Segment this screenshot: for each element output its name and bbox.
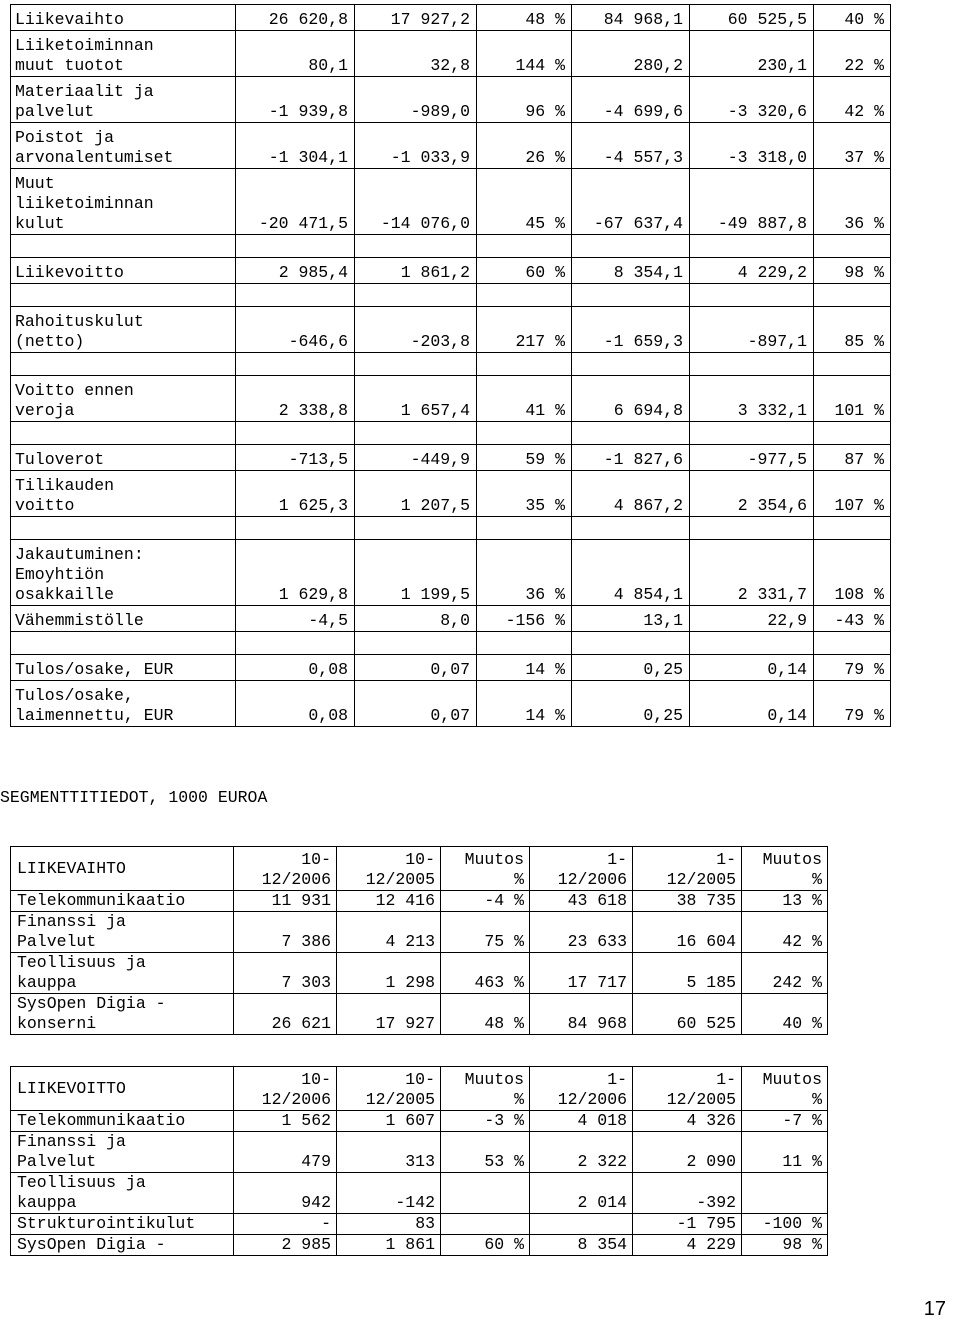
- cell-value: 0,08: [236, 681, 355, 727]
- cell-value: 8 354,1: [572, 258, 690, 284]
- cell-value: 53 %: [441, 1132, 530, 1173]
- cell-value: 2 985,4: [236, 258, 355, 284]
- cell-value: [814, 284, 891, 307]
- cell-value: 5 185: [633, 953, 742, 994]
- cell-value: 2 090: [633, 1132, 742, 1173]
- row-label: Telekommunikaatio: [11, 891, 234, 912]
- cell-value: [690, 517, 814, 540]
- cell-value: [236, 632, 355, 655]
- column-header: 10- 12/2006: [234, 1067, 337, 1111]
- cell-value: [814, 422, 891, 445]
- cell-value: 87 %: [814, 445, 891, 471]
- cell-value: 48 %: [441, 994, 530, 1035]
- row-label: Liiketoiminnan muut tuotot: [11, 31, 236, 77]
- cell-value: [236, 517, 355, 540]
- cell-value: [477, 517, 572, 540]
- cell-value: -67 637,4: [572, 169, 690, 235]
- table-row: [11, 953, 828, 994]
- cell-value: [572, 235, 690, 258]
- cell-value: 4 229,2: [690, 258, 814, 284]
- cell-value: 17 717: [530, 953, 633, 994]
- row-label: Finanssi ja Palvelut: [11, 1132, 234, 1173]
- cell-value: -156 %: [477, 606, 572, 632]
- cell-value: 36 %: [477, 540, 572, 606]
- table-row: [11, 994, 828, 1035]
- cell-value: 59 %: [477, 445, 572, 471]
- cell-value: 42 %: [814, 77, 891, 123]
- cell-value: 1 629,8: [236, 540, 355, 606]
- table-row: [11, 540, 891, 606]
- cell-value: 42 %: [742, 912, 828, 953]
- table-row: [11, 1235, 828, 1256]
- table-row: [11, 445, 891, 471]
- cell-value: 280,2: [572, 31, 690, 77]
- cell-value: 4 229: [633, 1235, 742, 1256]
- cell-value: 13 %: [742, 891, 828, 912]
- cell-value: [814, 353, 891, 376]
- cell-value: [477, 284, 572, 307]
- cell-value: 43 618: [530, 891, 633, 912]
- cell-value: 1 861: [337, 1235, 441, 1256]
- cell-value: 2 354,6: [690, 471, 814, 517]
- cell-value: 26 621: [234, 994, 337, 1035]
- cell-value: 217 %: [477, 307, 572, 353]
- cell-value: 22 %: [814, 31, 891, 77]
- cell-value: [690, 632, 814, 655]
- cell-value: 1 199,5: [355, 540, 477, 606]
- cell-value: 8 354: [530, 1235, 633, 1256]
- cell-value: 79 %: [814, 681, 891, 727]
- cell-value: 1 607: [337, 1111, 441, 1132]
- cell-value: 98 %: [742, 1235, 828, 1256]
- cell-value: [236, 422, 355, 445]
- row-label: Strukturointikulut: [11, 1214, 234, 1235]
- cell-value: 2 338,8: [236, 376, 355, 422]
- cell-value: [690, 353, 814, 376]
- cell-value: -4,5: [236, 606, 355, 632]
- cell-value: -7 %: [742, 1111, 828, 1132]
- cell-value: 0,07: [355, 655, 477, 681]
- table-row: [11, 422, 891, 445]
- row-label: [11, 632, 236, 655]
- row-label: Tulos/osake, laimennettu, EUR: [11, 681, 236, 727]
- column-header: 1- 12/2005: [633, 1067, 742, 1111]
- cell-value: [572, 353, 690, 376]
- cell-value: 85 %: [814, 307, 891, 353]
- column-header: Muutos %: [742, 1067, 828, 1111]
- cell-value: -3 320,6: [690, 77, 814, 123]
- cell-value: 96 %: [477, 77, 572, 123]
- cell-value: [441, 1214, 530, 1235]
- cell-value: -4 699,6: [572, 77, 690, 123]
- cell-value: -49 887,8: [690, 169, 814, 235]
- cell-value: -1 939,8: [236, 77, 355, 123]
- table-row: [11, 891, 828, 912]
- cell-value: -3 318,0: [690, 123, 814, 169]
- cell-value: 26 %: [477, 123, 572, 169]
- cell-value: -977,5: [690, 445, 814, 471]
- cell-value: 4 326: [633, 1111, 742, 1132]
- cell-value: 7 303: [234, 953, 337, 994]
- cell-value: [477, 632, 572, 655]
- cell-value: [441, 1173, 530, 1214]
- cell-value: 1 625,3: [236, 471, 355, 517]
- cell-value: -43 %: [814, 606, 891, 632]
- cell-value: 13,1: [572, 606, 690, 632]
- row-label: [11, 517, 236, 540]
- cell-value: 12 416: [337, 891, 441, 912]
- table-row: [11, 376, 891, 422]
- cell-value: -449,9: [355, 445, 477, 471]
- table-row: [11, 1214, 828, 1235]
- cell-value: -100 %: [742, 1214, 828, 1235]
- page-number: 17: [923, 1298, 946, 1320]
- table-row: [11, 632, 891, 655]
- cell-value: [236, 235, 355, 258]
- cell-value: -392: [633, 1173, 742, 1214]
- cell-value: 79 %: [814, 655, 891, 681]
- cell-value: 40 %: [742, 994, 828, 1035]
- cell-value: 4 867,2: [572, 471, 690, 517]
- cell-value: 16 604: [633, 912, 742, 953]
- cell-value: -4 %: [441, 891, 530, 912]
- table-row: [11, 681, 891, 727]
- table-row: [11, 471, 891, 517]
- cell-value: [355, 632, 477, 655]
- cell-value: [572, 284, 690, 307]
- cell-value: 2 985: [234, 1235, 337, 1256]
- table-row: [11, 353, 891, 376]
- cell-value: 107 %: [814, 471, 891, 517]
- table-row: [11, 1111, 828, 1132]
- cell-value: 84 968,1: [572, 5, 690, 31]
- cell-value: [355, 284, 477, 307]
- cell-value: -142: [337, 1173, 441, 1214]
- column-header: 1- 12/2006: [530, 1067, 633, 1111]
- table-row: [11, 307, 891, 353]
- row-label: Muut liiketoiminnan kulut: [11, 169, 236, 235]
- cell-value: 14 %: [477, 681, 572, 727]
- cell-value: -1 304,1: [236, 123, 355, 169]
- cell-value: 144 %: [477, 31, 572, 77]
- row-label: Teollisuus ja kauppa: [11, 953, 234, 994]
- row-label: Liikevaihto: [11, 5, 236, 31]
- table-row: [11, 123, 891, 169]
- header-row: [11, 847, 828, 891]
- cell-value: [477, 353, 572, 376]
- cell-value: [236, 284, 355, 307]
- cell-value: 60 %: [441, 1235, 530, 1256]
- cell-value: 1 562: [234, 1111, 337, 1132]
- cell-value: 313: [337, 1132, 441, 1173]
- cell-value: 7 386: [234, 912, 337, 953]
- row-label: Voitto ennen veroja: [11, 376, 236, 422]
- row-label: Poistot ja arvonalentumiset: [11, 123, 236, 169]
- cell-value: 108 %: [814, 540, 891, 606]
- operating-profit-segment-table: [10, 1066, 828, 1256]
- cell-value: 0,14: [690, 681, 814, 727]
- row-label: Tulos/osake, EUR: [11, 655, 236, 681]
- row-label: Telekommunikaatio: [11, 1111, 234, 1132]
- row-label: Vähemmistölle: [11, 606, 236, 632]
- cell-value: -3 %: [441, 1111, 530, 1132]
- cell-value: -646,6: [236, 307, 355, 353]
- cell-value: 2 331,7: [690, 540, 814, 606]
- cell-value: [477, 422, 572, 445]
- cell-value: 242 %: [742, 953, 828, 994]
- cell-value: 0,14: [690, 655, 814, 681]
- cell-value: 22,9: [690, 606, 814, 632]
- cell-value: 84 968: [530, 994, 633, 1035]
- table-row: [11, 517, 891, 540]
- cell-value: 0,07: [355, 681, 477, 727]
- cell-value: 942: [234, 1173, 337, 1214]
- column-header: Muutos %: [441, 847, 530, 891]
- cell-value: 479: [234, 1132, 337, 1173]
- cell-value: 0,08: [236, 655, 355, 681]
- cell-value: 60 525: [633, 994, 742, 1035]
- column-header: 1- 12/2006: [530, 847, 633, 891]
- table-row: [11, 169, 891, 235]
- cell-value: [814, 235, 891, 258]
- row-label: Liikevoitto: [11, 258, 236, 284]
- cell-value: -1 033,9: [355, 123, 477, 169]
- cell-value: -989,0: [355, 77, 477, 123]
- cell-value: 2 014: [530, 1173, 633, 1214]
- cell-value: [572, 632, 690, 655]
- cell-value: -14 076,0: [355, 169, 477, 235]
- cell-value: 4 018: [530, 1111, 633, 1132]
- cell-value: [572, 517, 690, 540]
- cell-value: 41 %: [477, 376, 572, 422]
- cell-value: 3 332,1: [690, 376, 814, 422]
- cell-value: 1 298: [337, 953, 441, 994]
- cell-value: 60 525,5: [690, 5, 814, 31]
- table-row: [11, 5, 891, 31]
- cell-value: 23 633: [530, 912, 633, 953]
- cell-value: -1 795: [633, 1214, 742, 1235]
- cell-value: -4 557,3: [572, 123, 690, 169]
- cell-value: [236, 353, 355, 376]
- row-label: Jakautuminen: Emoyhtiön osakkaille: [11, 540, 236, 606]
- cell-value: 0,25: [572, 655, 690, 681]
- cell-value: -: [234, 1214, 337, 1235]
- row-label: Materiaalit ja palvelut: [11, 77, 236, 123]
- income-statement-table: [10, 4, 891, 727]
- table-row: [11, 1173, 828, 1214]
- cell-value: 40 %: [814, 5, 891, 31]
- cell-value: 6 694,8: [572, 376, 690, 422]
- cell-value: -713,5: [236, 445, 355, 471]
- column-header: 10- 12/2005: [337, 1067, 441, 1111]
- cell-value: 32,8: [355, 31, 477, 77]
- row-label: Rahoituskulut (netto): [11, 307, 236, 353]
- cell-value: 11 %: [742, 1132, 828, 1173]
- row-label: Teollisuus ja kauppa: [11, 1173, 234, 1214]
- cell-value: [355, 422, 477, 445]
- cell-value: 14 %: [477, 655, 572, 681]
- cell-value: 75 %: [441, 912, 530, 953]
- cell-value: [355, 517, 477, 540]
- cell-value: [477, 235, 572, 258]
- cell-value: 4 854,1: [572, 540, 690, 606]
- row-label: [11, 422, 236, 445]
- cell-value: -1 827,6: [572, 445, 690, 471]
- cell-value: [690, 235, 814, 258]
- table-row: [11, 31, 891, 77]
- cell-value: [572, 422, 690, 445]
- cell-value: 80,1: [236, 31, 355, 77]
- cell-value: -203,8: [355, 307, 477, 353]
- cell-value: 101 %: [814, 376, 891, 422]
- row-label: Tilikauden voitto: [11, 471, 236, 517]
- row-label: SysOpen Digia -: [11, 1235, 234, 1256]
- table-row: [11, 1132, 828, 1173]
- table-row: [11, 284, 891, 307]
- cell-value: [742, 1173, 828, 1214]
- cell-value: 35 %: [477, 471, 572, 517]
- table-title: LIIKEVAIHTO: [11, 847, 234, 891]
- cell-value: 17 927,2: [355, 5, 477, 31]
- cell-value: [814, 632, 891, 655]
- cell-value: -1 659,3: [572, 307, 690, 353]
- cell-value: [690, 284, 814, 307]
- cell-value: 26 620,8: [236, 5, 355, 31]
- table-row: [11, 655, 891, 681]
- cell-value: 1 657,4: [355, 376, 477, 422]
- row-label: [11, 353, 236, 376]
- table-row: [11, 606, 891, 632]
- row-label: Tuloverot: [11, 445, 236, 471]
- table-row: [11, 235, 891, 258]
- cell-value: 17 927: [337, 994, 441, 1035]
- cell-value: 60 %: [477, 258, 572, 284]
- cell-value: 0,25: [572, 681, 690, 727]
- cell-value: [355, 235, 477, 258]
- column-header: 1- 12/2005: [633, 847, 742, 891]
- table-row: [11, 77, 891, 123]
- section-heading: SEGMENTTITIEDOT, 1000 EUROA: [0, 788, 268, 807]
- cell-value: [355, 353, 477, 376]
- column-header: Muutos %: [441, 1067, 530, 1111]
- cell-value: 98 %: [814, 258, 891, 284]
- column-header: 10- 12/2005: [337, 847, 441, 891]
- table-row: [11, 258, 891, 284]
- cell-value: 463 %: [441, 953, 530, 994]
- cell-value: 37 %: [814, 123, 891, 169]
- cell-value: [690, 422, 814, 445]
- cell-value: [530, 1214, 633, 1235]
- cell-value: 4 213: [337, 912, 441, 953]
- header-row: [11, 1067, 828, 1111]
- cell-value: -20 471,5: [236, 169, 355, 235]
- cell-value: -897,1: [690, 307, 814, 353]
- cell-value: 230,1: [690, 31, 814, 77]
- row-label: [11, 284, 236, 307]
- cell-value: 36 %: [814, 169, 891, 235]
- cell-value: 2 322: [530, 1132, 633, 1173]
- column-header: Muutos %: [742, 847, 828, 891]
- cell-value: 1 861,2: [355, 258, 477, 284]
- cell-value: [814, 517, 891, 540]
- row-label: SysOpen Digia - konserni: [11, 994, 234, 1035]
- cell-value: 48 %: [477, 5, 572, 31]
- table-title: LIIKEVOITTO: [11, 1067, 234, 1111]
- table-row: [11, 912, 828, 953]
- cell-value: 8,0: [355, 606, 477, 632]
- cell-value: 83: [337, 1214, 441, 1235]
- cell-value: 11 931: [234, 891, 337, 912]
- revenue-segment-table: [10, 846, 828, 1035]
- row-label: [11, 235, 236, 258]
- row-label: Finanssi ja Palvelut: [11, 912, 234, 953]
- cell-value: 45 %: [477, 169, 572, 235]
- cell-value: 38 735: [633, 891, 742, 912]
- column-header: 10- 12/2006: [234, 847, 337, 891]
- cell-value: 1 207,5: [355, 471, 477, 517]
